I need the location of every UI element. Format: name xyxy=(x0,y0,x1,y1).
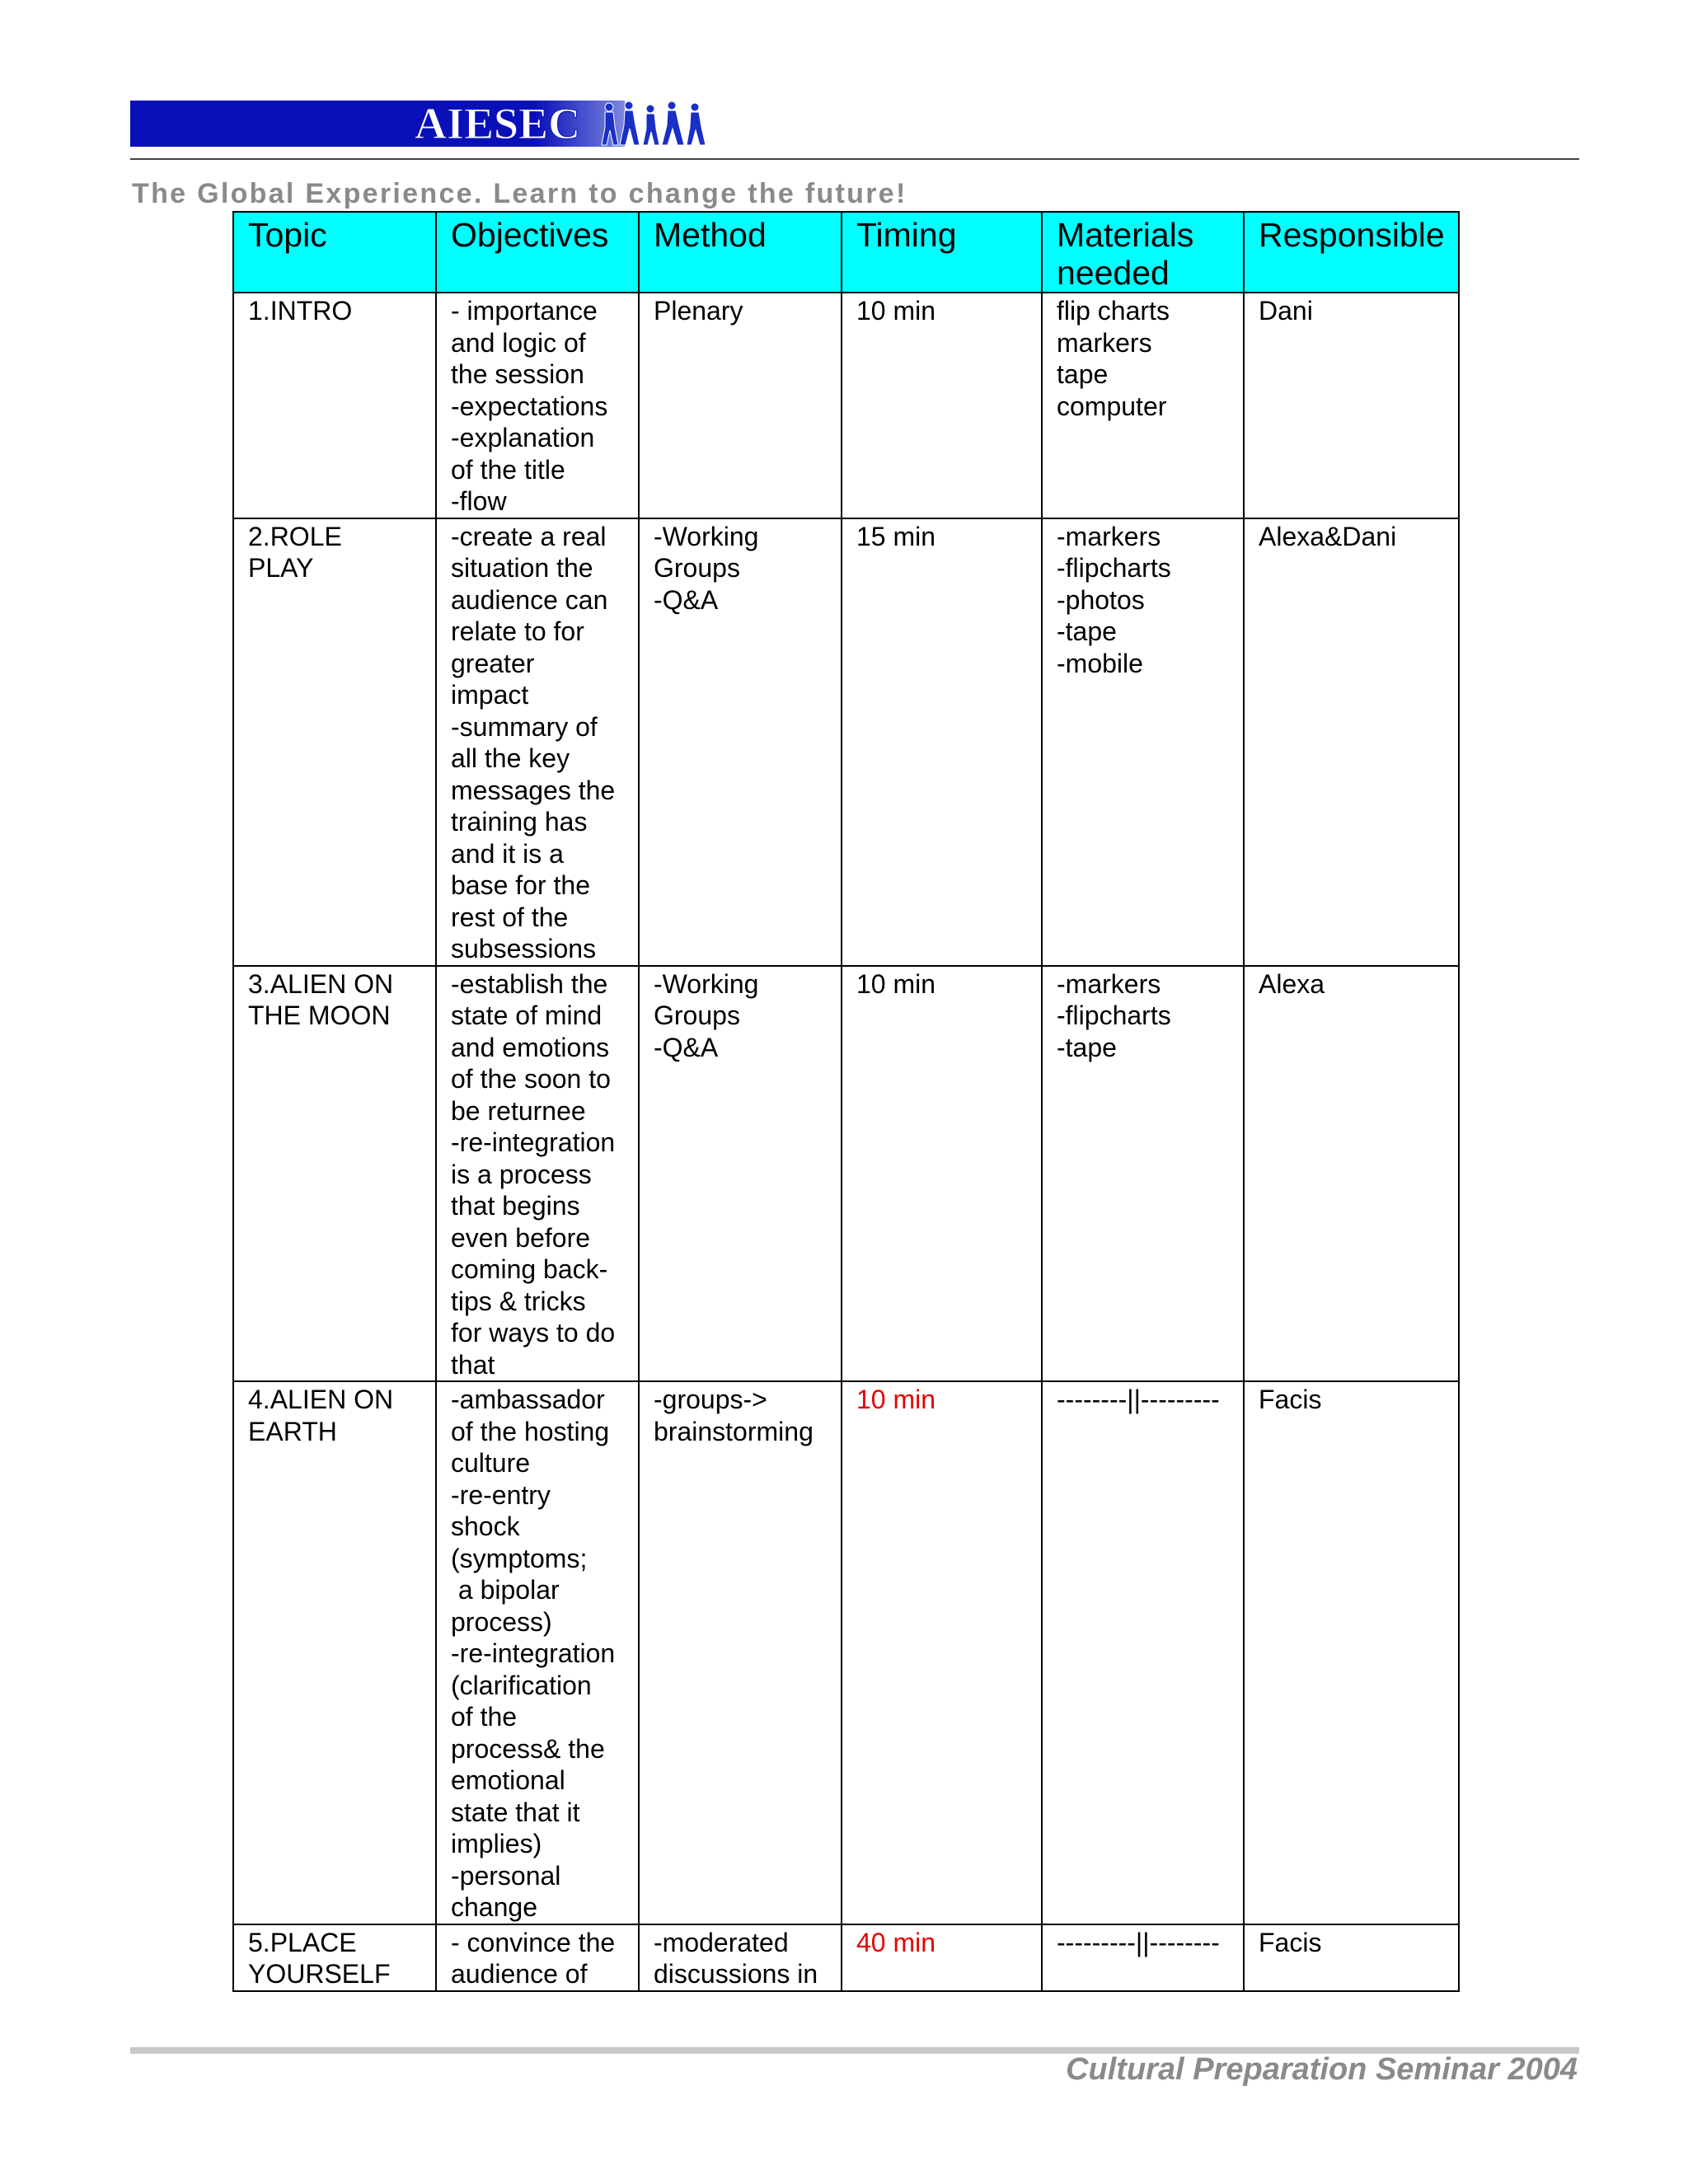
materials-cell xyxy=(1042,966,1244,1382)
objectives-cell xyxy=(436,1924,639,1991)
table-row xyxy=(233,293,1459,518)
cell-line: needed xyxy=(1057,254,1170,292)
cell-line: -Working xyxy=(654,968,759,999)
table-row xyxy=(233,1381,1459,1924)
cell-line: discussions in xyxy=(654,1959,818,1989)
cell-line: audience of xyxy=(451,1959,588,1989)
cell-line: -markers xyxy=(1057,968,1161,999)
method-cell xyxy=(639,966,842,1382)
table-body xyxy=(233,293,1459,1991)
aiesec-logo-banner xyxy=(130,101,719,147)
cell-line: subsessions xyxy=(451,934,597,963)
cell-line: of the xyxy=(451,1702,518,1732)
cell-line: state that it xyxy=(451,1797,580,1827)
cell-line: coming back- xyxy=(451,1254,608,1284)
cell-line: Facis xyxy=(1259,1385,1322,1414)
cell-line: 10 min xyxy=(856,1385,936,1414)
timing-cell xyxy=(842,293,1042,518)
cell-line: PLAY xyxy=(248,553,314,583)
responsible-cell xyxy=(1244,1924,1459,1991)
cell-line: -Q&A xyxy=(654,584,719,615)
cell-line: that begins xyxy=(451,1191,580,1221)
cell-line: even before xyxy=(451,1222,591,1253)
column-header-responsible xyxy=(1244,212,1459,293)
cell-line: 5.PLACE xyxy=(248,1927,357,1957)
cell-line: markers xyxy=(1057,327,1152,358)
cell-line: for ways to do xyxy=(451,1318,616,1347)
cell-line: Responsible xyxy=(1259,216,1445,254)
cell-line: -create a real xyxy=(451,521,607,551)
cell-line: situation the xyxy=(451,553,593,583)
cell-line: -expectations xyxy=(451,391,608,421)
cell-line: ---------||-------- xyxy=(1057,1927,1220,1957)
topic-cell xyxy=(233,1924,436,1991)
cell-line: process& the xyxy=(451,1733,605,1764)
cell-line: Alexa xyxy=(1259,968,1325,999)
cell-line: change xyxy=(451,1892,537,1922)
cell-line: greater xyxy=(451,648,535,678)
cell-line: Groups xyxy=(654,553,740,583)
cell-line: -flipcharts xyxy=(1057,1001,1171,1030)
table-row xyxy=(233,518,1459,966)
cell-line: -personal xyxy=(451,1860,561,1891)
cell-line: THE MOON xyxy=(248,1001,391,1030)
column-header-topic xyxy=(233,212,436,293)
cell-line: the session xyxy=(451,359,584,389)
cell-line: --------||--------- xyxy=(1057,1385,1220,1414)
cell-line: shock xyxy=(451,1511,520,1541)
topic-cell xyxy=(233,518,436,966)
cell-line: -re-integration xyxy=(451,1127,616,1157)
column-header-objectives xyxy=(436,212,639,293)
objectives-cell xyxy=(436,293,639,518)
cell-line: a bipolar xyxy=(451,1575,560,1605)
cell-line: brainstorming xyxy=(654,1416,814,1446)
cell-line: Objectives xyxy=(451,216,609,254)
timing-cell xyxy=(842,966,1042,1382)
cell-line: 15 min xyxy=(856,521,936,551)
cell-line: Dani xyxy=(1259,296,1313,326)
cell-line: 10 min xyxy=(856,968,936,999)
cell-line: -photos xyxy=(1057,584,1145,615)
cell-line: Materials xyxy=(1057,216,1194,254)
materials-cell xyxy=(1042,518,1244,966)
cell-line: training has xyxy=(451,807,588,837)
table-row xyxy=(233,966,1459,1382)
cell-line: Timing xyxy=(856,216,957,254)
tagline: The Global Experience. Learn to change the future! xyxy=(132,178,907,209)
topic-cell xyxy=(233,1381,436,1924)
logo-text: AIESEC xyxy=(415,101,581,147)
cell-line: -Q&A xyxy=(654,1032,719,1062)
objectives-cell xyxy=(436,1381,639,1924)
cell-line: 10 min xyxy=(856,296,936,326)
cell-line: -Working xyxy=(654,521,759,551)
cell-line: process) xyxy=(451,1606,552,1637)
materials-cell xyxy=(1042,1381,1244,1924)
cell-line: all the key xyxy=(451,743,570,773)
topic-cell xyxy=(233,966,436,1382)
column-header-materials xyxy=(1042,212,1244,293)
method-cell xyxy=(639,1924,842,1991)
method-cell xyxy=(639,1381,842,1924)
cell-line: implies) xyxy=(451,1829,542,1858)
cell-line: that xyxy=(451,1349,495,1380)
table-row xyxy=(233,1924,1459,1991)
cell-line: Plenary xyxy=(654,296,743,326)
topic-cell xyxy=(233,293,436,518)
timing-cell xyxy=(842,518,1042,966)
cell-line: -markers xyxy=(1057,521,1161,551)
cell-line: -groups-> xyxy=(654,1385,767,1414)
timing-cell xyxy=(842,1924,1042,1991)
cell-line: of the title xyxy=(451,454,565,485)
cell-line: -ambassador xyxy=(451,1385,605,1414)
cell-line: of the soon to xyxy=(451,1064,611,1094)
cell-line: emotional xyxy=(451,1765,565,1795)
cell-line: EARTH xyxy=(248,1416,337,1446)
cell-line: of the hosting xyxy=(451,1416,610,1446)
responsible-cell xyxy=(1244,293,1459,518)
cell-line: relate to for xyxy=(451,616,584,646)
table-header-row xyxy=(233,212,1459,293)
cell-line: Method xyxy=(654,216,767,254)
cell-line: -summary of xyxy=(451,711,598,742)
header-rule xyxy=(130,158,1579,160)
cell-line: -flipcharts xyxy=(1057,553,1171,583)
cell-line: is a process xyxy=(451,1159,592,1189)
cell-line: -tape xyxy=(1057,1032,1117,1062)
cell-line: Alexa&Dani xyxy=(1259,521,1397,551)
cell-line: and logic of xyxy=(451,327,586,358)
cell-line: Topic xyxy=(248,216,327,254)
cell-line: (clarification xyxy=(451,1670,592,1700)
timing-cell xyxy=(842,1381,1042,1924)
objectives-cell xyxy=(436,518,639,966)
cell-line: audience can xyxy=(451,584,608,615)
cell-line: tape xyxy=(1057,359,1109,389)
responsible-cell xyxy=(1244,1381,1459,1924)
cell-line: -tape xyxy=(1057,616,1117,646)
cell-line: - importance xyxy=(451,296,598,326)
method-cell xyxy=(639,518,842,966)
column-header-method xyxy=(639,212,842,293)
cell-line: 3.ALIEN ON xyxy=(248,968,394,999)
cell-line: -moderated xyxy=(654,1927,789,1957)
materials-cell xyxy=(1042,293,1244,518)
cell-line: be returnee xyxy=(451,1095,586,1126)
cell-line: -explanation xyxy=(451,423,595,452)
cell-line: -re-integration xyxy=(451,1638,616,1668)
cell-line: rest of the xyxy=(451,902,569,932)
responsible-cell xyxy=(1244,518,1459,966)
cell-line: -flow xyxy=(451,486,507,516)
column-header-timing xyxy=(842,212,1042,293)
cell-line: -establish the xyxy=(451,968,608,999)
cell-line: 1.INTRO xyxy=(248,296,353,326)
cell-line: -mobile xyxy=(1057,648,1143,678)
method-cell xyxy=(639,293,842,518)
materials-cell xyxy=(1042,1924,1244,1991)
cell-line: 4.ALIEN ON xyxy=(248,1385,394,1414)
cell-line: Groups xyxy=(654,1001,740,1030)
session-schedule-table xyxy=(232,211,1460,1992)
cell-line: -re-entry xyxy=(451,1479,551,1510)
responsible-cell xyxy=(1244,966,1459,1382)
footer-title: Cultural Preparation Seminar 2004 xyxy=(1066,2052,1578,2087)
cell-line: messages the xyxy=(451,775,616,805)
cell-line: impact xyxy=(451,680,529,710)
cell-line: Facis xyxy=(1259,1927,1322,1957)
cell-line: and emotions xyxy=(451,1032,610,1062)
cell-line: state of mind xyxy=(451,1001,603,1030)
cell-line: 2.ROLE xyxy=(248,521,342,551)
cell-line: base for the xyxy=(451,870,590,900)
cell-line: flip charts xyxy=(1057,296,1170,326)
cell-line: YOURSELF xyxy=(248,1959,391,1989)
objectives-cell xyxy=(436,966,639,1382)
cell-line: tips & tricks xyxy=(451,1286,586,1316)
cell-line: and it is a xyxy=(451,838,564,869)
cell-line: culture xyxy=(451,1448,531,1478)
cell-line: 40 min xyxy=(856,1927,936,1957)
cell-line: (symptoms; xyxy=(451,1543,588,1573)
cell-line: - convince the xyxy=(451,1927,616,1957)
cell-line: computer xyxy=(1057,391,1167,421)
